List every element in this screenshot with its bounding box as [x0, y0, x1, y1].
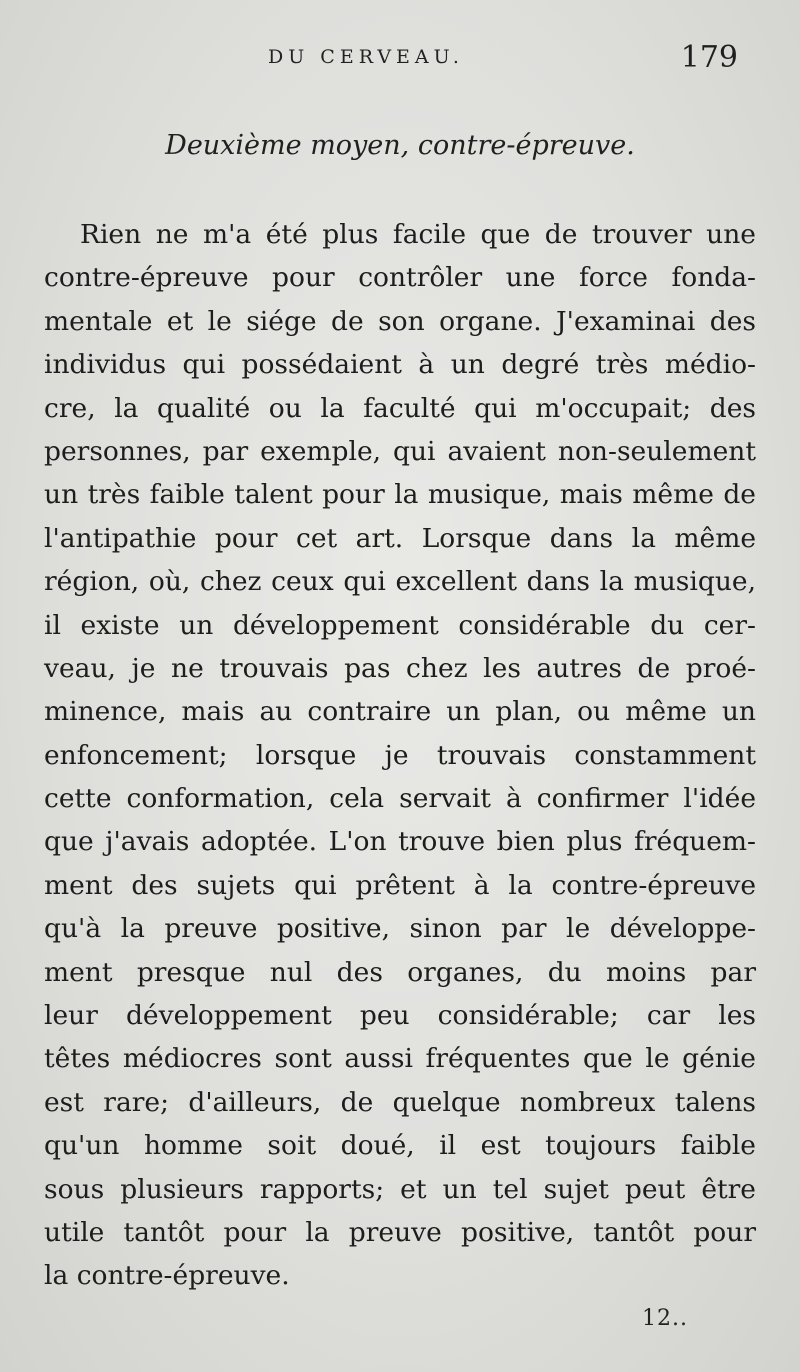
text-line: Rien ne m'a été plus facile que de trouver une: [80, 219, 756, 250]
text-line: têtes médiocres sont aussi fréquentes que le génie: [44, 1043, 756, 1075]
text-line: l'antipathie pour cet art. Lorsque dans la même: [44, 522, 756, 554]
text-line: est rare; d'ailleurs, de quelque nombreux talens: [44, 1086, 756, 1118]
text-line: région, où, chez ceux qui excellent dans la musique,: [44, 566, 756, 598]
running-title: DU CERVEAU.: [268, 46, 464, 68]
text-line: veau, je ne trouvais pas chez les autres de proé-: [44, 652, 756, 684]
text-line: qu'un homme soit doué, il est toujours faible: [44, 1130, 756, 1162]
section-heading: Deuxième moyen, contre-épreuve.: [165, 130, 635, 161]
text-line: minence, mais au contraire un plan, ou même un: [44, 696, 756, 728]
text-line: que j'avais adoptée. L'on trouve bien plus fréquem-: [44, 826, 756, 858]
text-line: cre, la qualité ou la faculté qui m'occupait; des: [44, 392, 756, 424]
text-line: ment des sujets qui prêtent à la contre-épreuve: [44, 869, 756, 901]
body-text: [44, 213, 756, 1298]
text-line: enfoncement; lorsque je trouvais constamment: [44, 739, 756, 771]
text-line: cette conformation, cela servait à confirmer l'idée: [44, 783, 756, 815]
text-line: ment presque nul des organes, du moins par: [44, 956, 756, 988]
text-line: contre-épreuve pour contrôler une force fonda-: [44, 262, 756, 294]
text-line: sous plusieurs rapports; et un tel sujet peut être: [44, 1173, 756, 1205]
text-line: individus qui possédaient à un degré très médio-: [44, 349, 756, 381]
text-line: un très faible talent pour la musique, mais même de: [44, 479, 756, 511]
page-number: 179: [680, 40, 738, 75]
signature-mark: 12..: [642, 1306, 688, 1331]
text-line: mentale et le siége de son organe. J'examinai des: [44, 305, 756, 337]
text-line: utile tantôt pour la preuve positive, tantôt pour: [44, 1216, 756, 1248]
text-line: personnes, par exemple, qui avaient non-seulement: [44, 435, 756, 467]
running-head: [0, 40, 800, 80]
text-line: qu'à la preuve positive, sinon par le développe-: [44, 913, 756, 945]
text-line: il existe un développement considérable du cer-: [44, 609, 756, 641]
text-line: la contre-épreuve.: [44, 1260, 290, 1292]
text-line: leur développement peu considérable; car les: [44, 1000, 756, 1032]
